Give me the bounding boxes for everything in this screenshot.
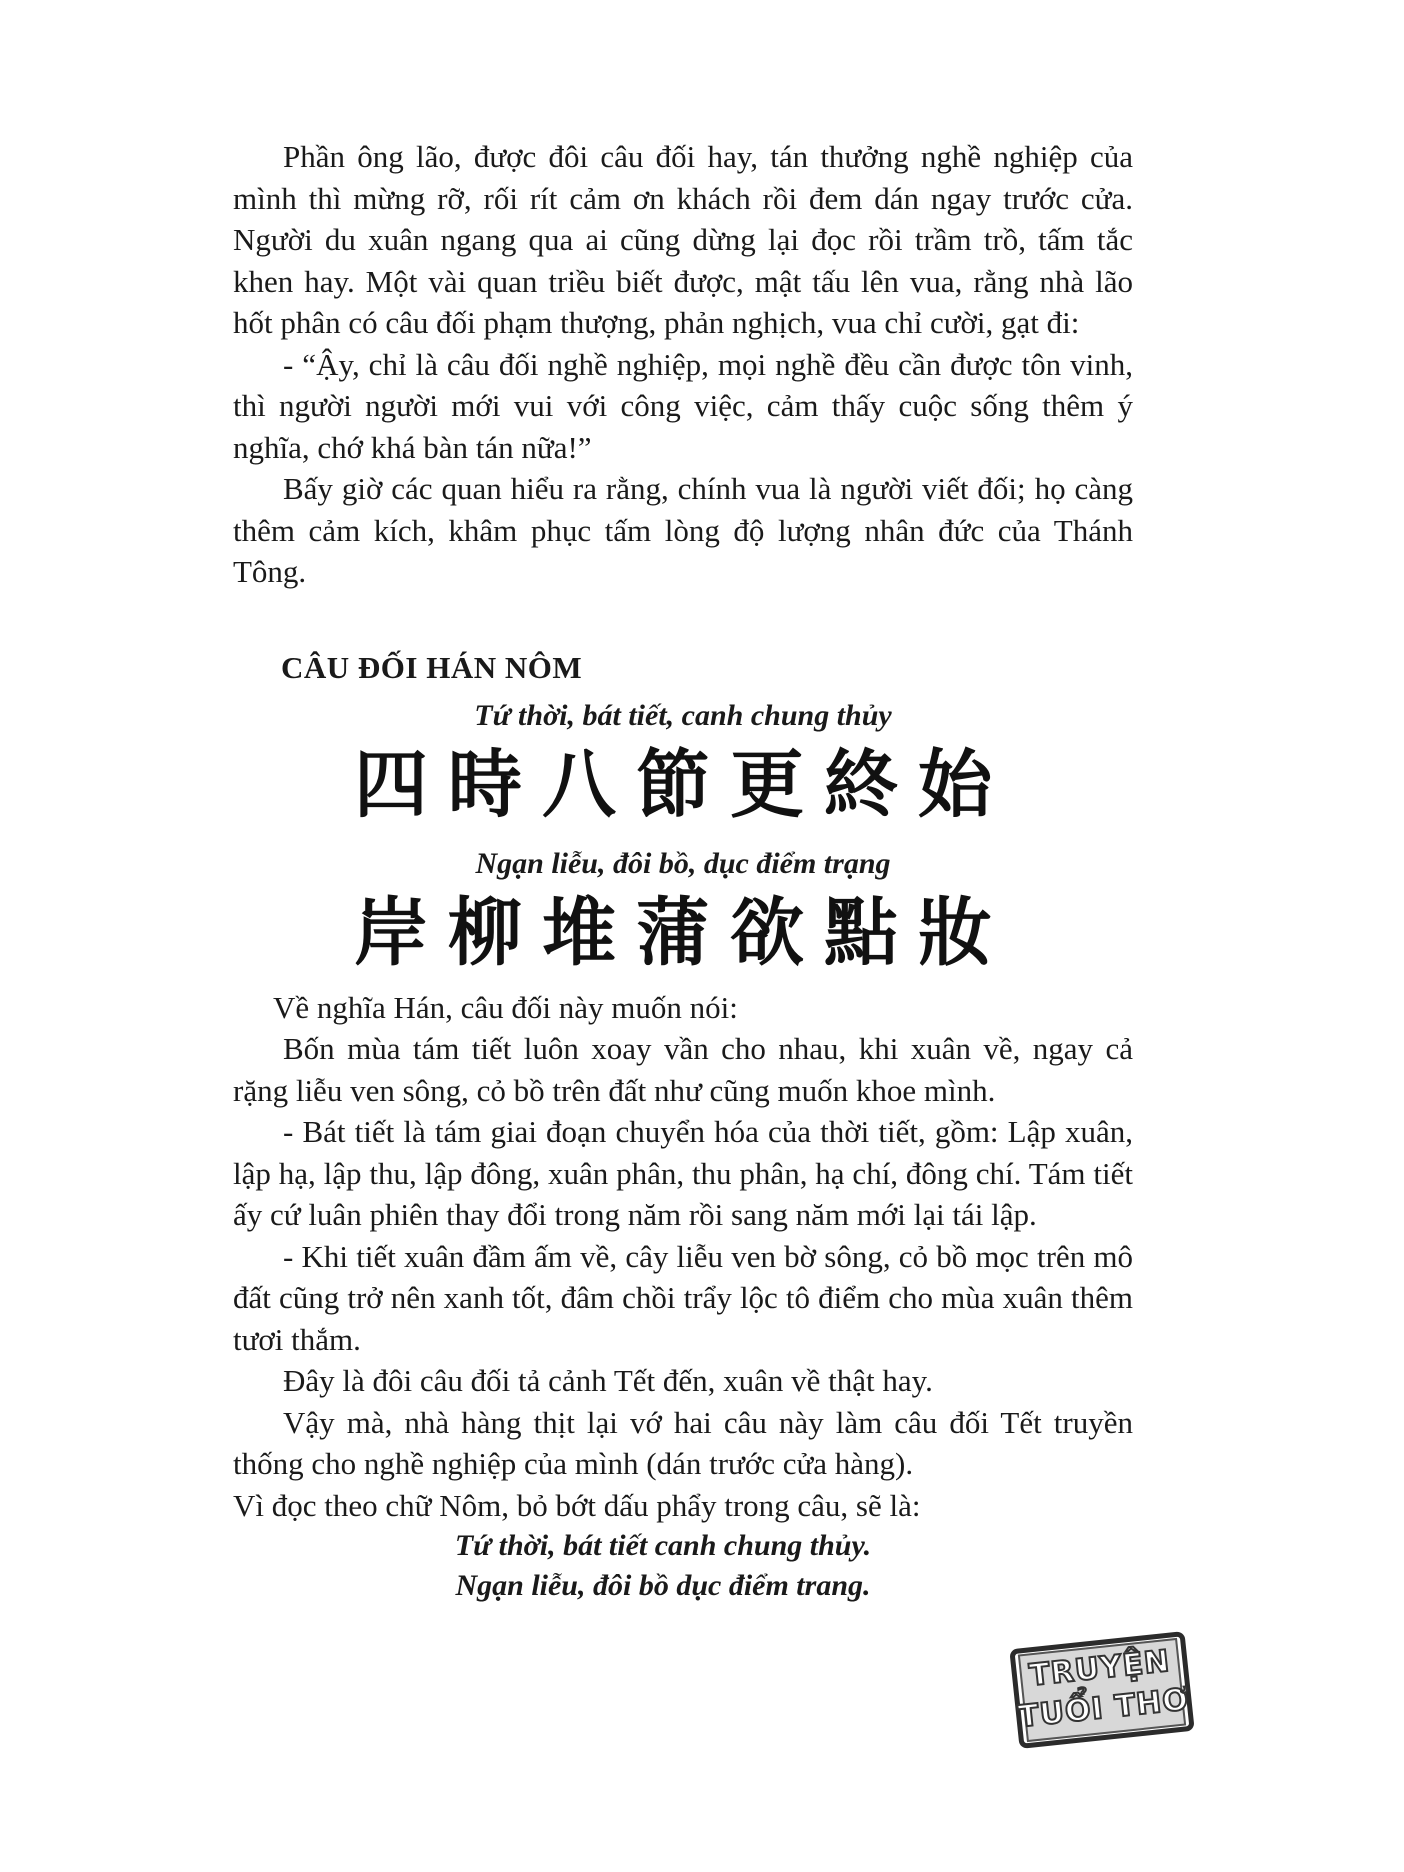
paragraph: - Khi tiết xuân đầm ấm về, cây liễu ven bờ sông, cỏ bồ mọc trên mô đất cũng trở nên xanh tốt, đâm chồi trẩy lộc tô điểm cho mùa xuân thêm tươi thắm. xyxy=(233,1238,1133,1357)
paragraph: Bấy giờ các quan hiểu ra rằng, chính vua là người viết đối; họ càng thêm cảm kích, khâm phục tấm lòng độ lượng nhân đức của Thánh Tông. xyxy=(233,471,1133,589)
book-page xyxy=(233,136,1133,1606)
paragraph: Bốn mùa tám tiết luôn xoay vần cho nhau, khi xuân về, ngay cả rặng liễu ven sông, cỏ bồ trên đất như cũng muốn khoe mình. xyxy=(233,1031,1133,1108)
watermark-logo xyxy=(1009,1631,1194,1749)
couplet-line-2-hanzi: 岸柳堆蒲欲點妝 xyxy=(354,889,1012,976)
section-heading: CÂU ĐỐI HÁN NÔM xyxy=(281,649,583,685)
paragraph: - “Ậy, chỉ là câu đối nghề nghiệp, mọi nghề đều cần được tôn vinh, thì người người mới vui với công việc, cảm thấy cuộc sống thêm ý nghĩa, chớ khá bàn tán nữa!” xyxy=(233,346,1133,465)
couplet-line-2-vietnamese: Ngạn liễu, đôi bồ, dục điểm trạng xyxy=(475,846,891,880)
logo-text-line-1: TRUYỆN xyxy=(1027,1643,1172,1694)
paragraph: Phần ông lão, được đôi câu đối hay, tán thưởng nghề nghiệp của mình thì mừng rỡ, rối rít cảm ơn khách rồi đem dán ngay trước cửa. Người du xuân ngang qua ai cũng dừng lại đọc rồi trầm trồ, tấm tắc khen hay. Một vài quan triều biết được, mật tấu lên vua, rằng nhà lão hốt phân có câu đối phạm thượng, phản nghịch, vua chỉ cười, gạt đi: xyxy=(233,139,1133,340)
closing-couplet-line-1: Tứ thời, bát tiết canh chung thủy. xyxy=(454,1529,872,1562)
paragraph: Vì đọc theo chữ Nôm, bỏ bớt dấu phẩy trong câu, sẽ là: xyxy=(233,1487,921,1523)
paragraph: - Bát tiết là tám giai đoạn chuyển hóa của thời tiết, gồm: Lập xuân, lập hạ, lập thu, lập đông, xuân phân, thu phân, hạ chí, đông chí. Tám tiết ấy cứ luân phiên thay đổi trong năm rồi sang năm mới lại tái lập. xyxy=(233,1114,1133,1232)
couplet-line-1-vietnamese: Tứ thời, bát tiết, canh chung thủy xyxy=(474,698,892,732)
logo-text-line-2: TUỔI THƠ xyxy=(1016,1682,1192,1735)
couplet-line-1-hanzi: 四時八節更終始 xyxy=(354,741,1012,828)
paragraph: Vậy mà, nhà hàng thịt lại vớ hai câu này làm câu đối Tết truyền thống cho nghề nghiệp của mình (dán trước cửa hàng). xyxy=(233,1404,1133,1481)
closing-couplet-line-2: Ngạn liễu, đôi bồ dục điểm trang. xyxy=(455,1569,871,1602)
paragraph: Về nghĩa Hán, câu đối này muốn nói: xyxy=(273,989,738,1025)
paragraph: Đây là đôi câu đối tả cảnh Tết đến, xuân về thật hay. xyxy=(283,1363,933,1398)
